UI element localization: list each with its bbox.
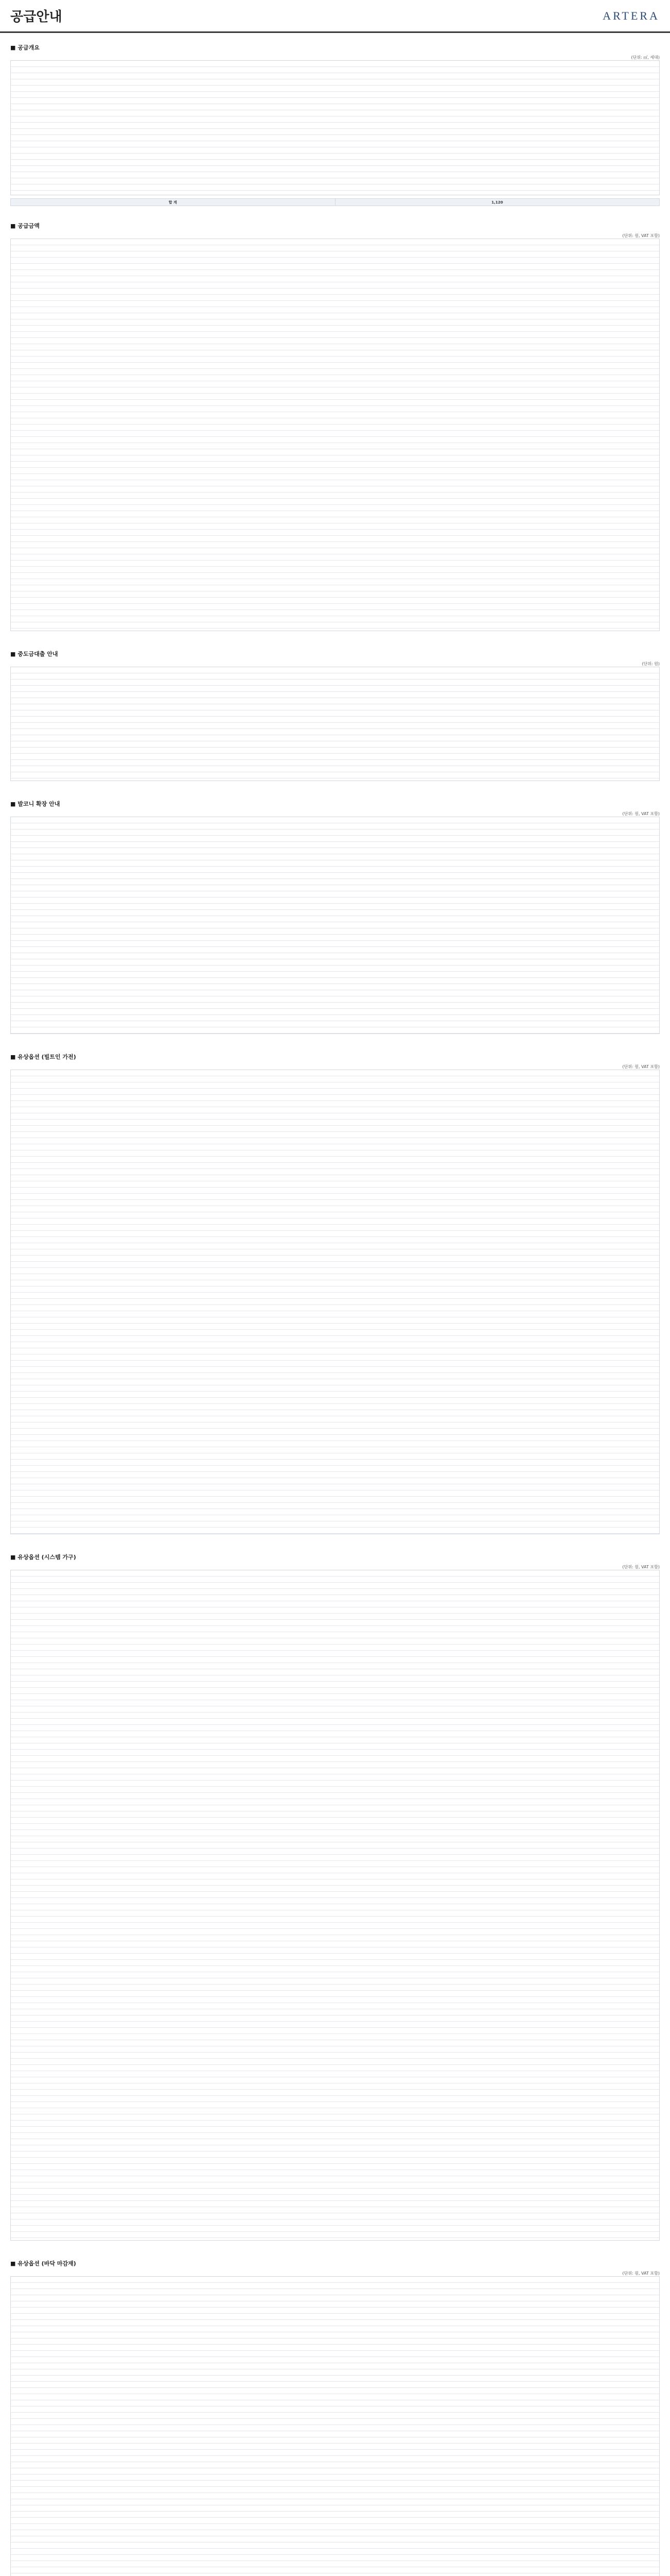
price-unit: (단위: 원, VAT 포함) [622,233,660,238]
floor-title: ■ 유상옵션 (바닥 마감재) [10,2260,76,2267]
overview-title: ■ 공급개요 [10,44,40,51]
loan-table [10,667,660,781]
option-system-unit: (단위: 원, VAT 포함) [622,1565,660,1569]
option-select-table [10,1070,660,1534]
overview-total-table [10,198,660,206]
balcony-section [0,789,670,1042]
page-header [0,0,670,33]
floor-unit: (단위: 원, VAT 포함) [622,2271,660,2276]
option-select-unit: (단위: 원, VAT 포함) [622,1064,660,1069]
option-system-table [10,1570,660,2241]
option-select-section [0,1042,670,1543]
price-table [10,239,660,631]
overview-unit: (단위: ㎡, 세대) [631,55,660,60]
floor-table [10,2276,660,2576]
loan-unit: (단위: 원) [642,662,660,666]
balcony-title: ■ 발코니 확장 안내 [10,801,60,807]
price-section [0,211,670,639]
loan-title: ■ 중도금대출 안내 [10,651,58,657]
overview-table [10,60,660,195]
balcony-unit: (단위: 원, VAT 포함) [622,811,660,816]
overview-section [0,33,670,211]
page-title: 공급안내 [10,9,62,25]
option-system-title: ■ 유상옵션 (시스템 가구) [10,1554,76,1561]
loan-section [0,639,670,789]
overview-total-value: 1,120 [335,199,660,206]
overview-total-label: 합 계 [11,199,336,206]
price-title: ■ 공급금액 [10,223,40,229]
option-select-title: ■ 유상옵션 (빌트인 가전) [10,1054,76,1060]
floor-section [0,2249,670,2576]
brand-logo: ARTERA [602,9,660,22]
option-system-section [0,1543,670,2249]
balcony-table [10,817,660,1034]
